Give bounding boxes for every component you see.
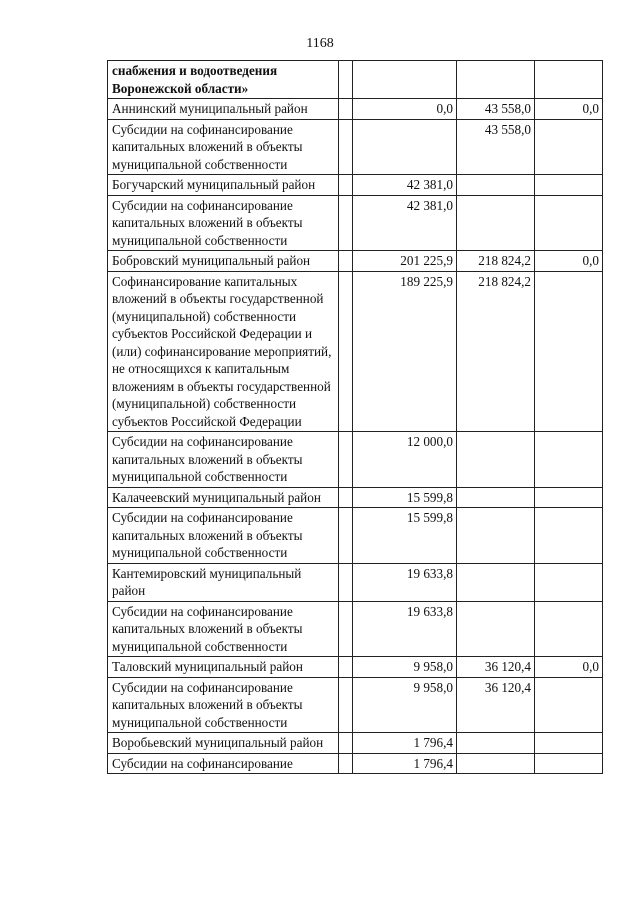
- value-cell: [457, 601, 535, 657]
- value-cell: [353, 61, 457, 99]
- row-name: Таловский муниципальный район: [108, 657, 339, 678]
- value-cell: [457, 175, 535, 196]
- table-row: [108, 753, 603, 774]
- row-name: Субсидии на софинансирование капитальных вложений в объекты муниципальной собственности: [108, 432, 339, 488]
- empty-cell: [339, 251, 353, 272]
- empty-cell: [339, 753, 353, 774]
- value-cell: 201 225,9: [353, 251, 457, 272]
- value-cell: 43 558,0: [457, 119, 535, 175]
- empty-cell: [339, 563, 353, 601]
- table-row: [108, 657, 603, 678]
- value-cell: [535, 119, 603, 175]
- value-cell: 218 824,2: [457, 251, 535, 272]
- value-cell: [457, 753, 535, 774]
- value-cell: [535, 271, 603, 432]
- empty-cell: [339, 733, 353, 754]
- value-cell: [535, 601, 603, 657]
- empty-cell: [339, 119, 353, 175]
- value-cell: [535, 195, 603, 251]
- value-cell: 19 633,8: [353, 563, 457, 601]
- empty-cell: [339, 195, 353, 251]
- value-cell: 0,0: [535, 657, 603, 678]
- empty-cell: [339, 508, 353, 564]
- value-cell: [457, 432, 535, 488]
- empty-cell: [339, 677, 353, 733]
- row-name: Субсидии на софинансирование капитальных вложений в объекты муниципальной собственности: [108, 119, 339, 175]
- empty-cell: [339, 175, 353, 196]
- value-cell: 1 796,4: [353, 753, 457, 774]
- value-cell: 36 120,4: [457, 677, 535, 733]
- budget-table: [107, 60, 603, 774]
- value-cell: 0,0: [535, 251, 603, 272]
- row-name: Аннинский муниципальный район: [108, 99, 339, 120]
- value-cell: [535, 487, 603, 508]
- empty-cell: [339, 99, 353, 120]
- row-name: Субсидии на софинансирование капитальных вложений в объекты муниципальной собственности: [108, 508, 339, 564]
- table-row: [108, 119, 603, 175]
- value-cell: [535, 733, 603, 754]
- row-name: Богучарский муниципальный район: [108, 175, 339, 196]
- value-cell: 0,0: [353, 99, 457, 120]
- table-row: [108, 563, 603, 601]
- value-cell: [535, 61, 603, 99]
- empty-cell: [339, 657, 353, 678]
- row-name: Воробьевский муниципальный район: [108, 733, 339, 754]
- value-cell: 42 381,0: [353, 195, 457, 251]
- empty-cell: [339, 432, 353, 488]
- value-cell: [535, 175, 603, 196]
- value-cell: 19 633,8: [353, 601, 457, 657]
- empty-cell: [339, 601, 353, 657]
- value-cell: 43 558,0: [457, 99, 535, 120]
- value-cell: 218 824,2: [457, 271, 535, 432]
- value-cell: [457, 508, 535, 564]
- empty-cell: [339, 61, 353, 99]
- value-cell: [535, 563, 603, 601]
- row-name: Софинансирование капитальных вложений в объекты государственной (муниципальной) собственности субъектов Российской Федерации и (или) софинансирование мероприятий, не относящихся к капитальным вложениям в объекты государственной (муниципальной) собственности субъектов Российской Федерации: [108, 271, 339, 432]
- row-name: Субсидии на софинансирование капитальных вложений в объекты муниципальной собственности: [108, 195, 339, 251]
- empty-cell: [339, 487, 353, 508]
- empty-cell: [339, 271, 353, 432]
- table-row: [108, 195, 603, 251]
- table-row: [108, 271, 603, 432]
- row-name: Субсидии на софинансирование капитальных вложений в объекты муниципальной собственности: [108, 601, 339, 657]
- value-cell: 9 958,0: [353, 657, 457, 678]
- value-cell: 42 381,0: [353, 175, 457, 196]
- table-row: [108, 487, 603, 508]
- table-row: [108, 175, 603, 196]
- value-cell: 189 225,9: [353, 271, 457, 432]
- value-cell: 1 796,4: [353, 733, 457, 754]
- value-cell: [457, 487, 535, 508]
- value-cell: [535, 677, 603, 733]
- value-cell: [535, 753, 603, 774]
- table-row: [108, 733, 603, 754]
- row-name: Калачеевский муниципальный район: [108, 487, 339, 508]
- table-row: [108, 432, 603, 488]
- value-cell: [457, 733, 535, 754]
- value-cell: 36 120,4: [457, 657, 535, 678]
- value-cell: 0,0: [535, 99, 603, 120]
- page-number: 1168: [306, 36, 334, 51]
- value-cell: [353, 119, 457, 175]
- table-row: [108, 508, 603, 564]
- table-row: [108, 251, 603, 272]
- table-row: [108, 601, 603, 657]
- value-cell: [535, 508, 603, 564]
- row-name: Субсидии на софинансирование капитальных вложений в объекты муниципальной собственности: [108, 677, 339, 733]
- value-cell: [535, 432, 603, 488]
- value-cell: 15 599,8: [353, 508, 457, 564]
- row-name: снабжения и водоотведения Воронежской области»: [108, 61, 339, 99]
- table-row: [108, 99, 603, 120]
- row-name: Субсидии на софинансирование: [108, 753, 339, 774]
- table-row: [108, 61, 603, 99]
- value-cell: [457, 195, 535, 251]
- value-cell: 9 958,0: [353, 677, 457, 733]
- value-cell: [457, 563, 535, 601]
- value-cell: 12 000,0: [353, 432, 457, 488]
- row-name: Кантемировский муниципальный район: [108, 563, 339, 601]
- table-row: [108, 677, 603, 733]
- row-name: Бобровский муниципальный район: [108, 251, 339, 272]
- value-cell: 15 599,8: [353, 487, 457, 508]
- value-cell: [457, 61, 535, 99]
